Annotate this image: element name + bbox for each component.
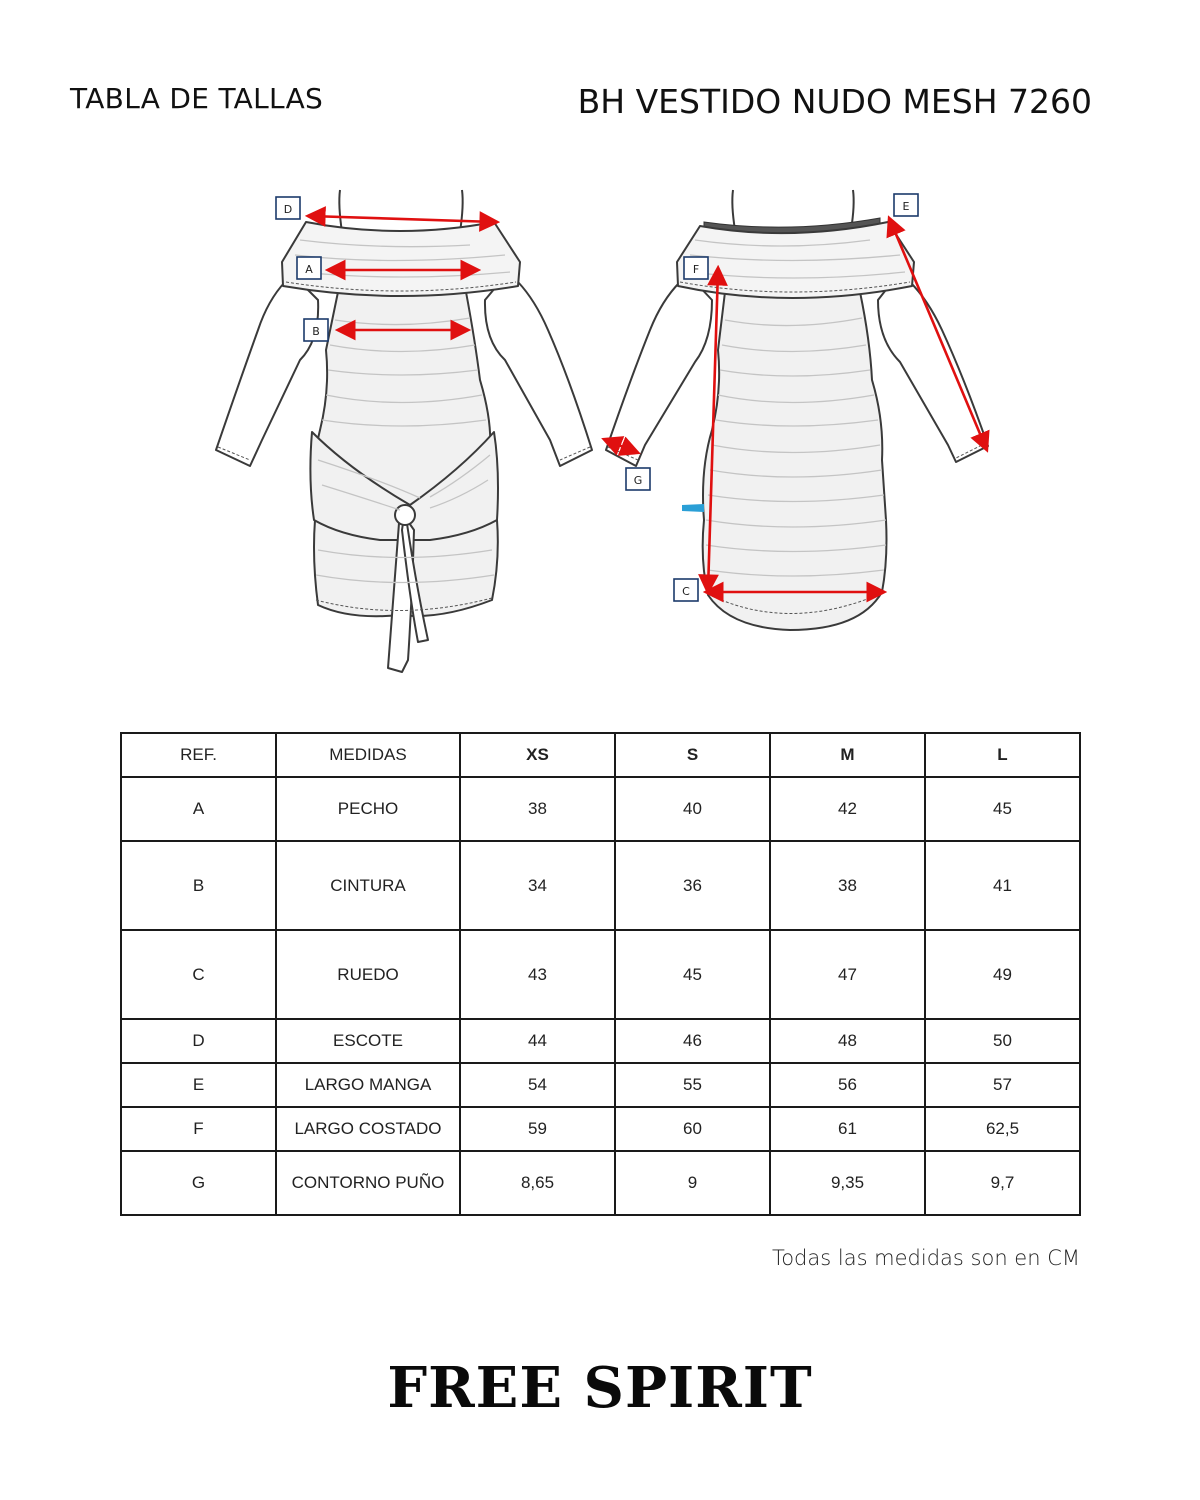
svg-text:G: G xyxy=(633,474,643,487)
label-tag-e xyxy=(894,194,918,216)
cell-ref: F xyxy=(121,1107,276,1151)
measure-arrow-d xyxy=(310,216,495,222)
table-row xyxy=(121,1151,1080,1215)
label-tag-c xyxy=(674,579,698,601)
product-name: BH VESTIDO NUDO MESH 7260 xyxy=(577,82,1092,121)
cell-ref: C xyxy=(121,930,276,1019)
cell-ref: D xyxy=(121,1019,276,1063)
cell-xs: 34 xyxy=(460,841,615,930)
cell-l: 45 xyxy=(925,777,1080,841)
cell-m: 38 xyxy=(770,841,925,930)
cell-medida: LARGO MANGA xyxy=(276,1063,460,1107)
header-size-s: S xyxy=(615,733,770,777)
cell-xs: 54 xyxy=(460,1063,615,1107)
cell-s: 45 xyxy=(615,930,770,1019)
table-header-row xyxy=(121,733,1080,777)
cell-m: 9,35 xyxy=(770,1151,925,1215)
label-tag-b xyxy=(304,319,328,341)
cell-xs: 44 xyxy=(460,1019,615,1063)
cell-s: 55 xyxy=(615,1063,770,1107)
cell-ref: E xyxy=(121,1063,276,1107)
header-ref: REF. xyxy=(121,733,276,777)
table-row xyxy=(121,777,1080,841)
cell-xs: 38 xyxy=(460,777,615,841)
cell-medida: PECHO xyxy=(276,777,460,841)
table-row xyxy=(121,930,1080,1019)
cell-m: 47 xyxy=(770,930,925,1019)
cell-s: 46 xyxy=(615,1019,770,1063)
table-row xyxy=(121,1063,1080,1107)
cell-s: 9 xyxy=(615,1151,770,1215)
cell-s: 36 xyxy=(615,841,770,930)
cell-l: 57 xyxy=(925,1063,1080,1107)
cell-m: 48 xyxy=(770,1019,925,1063)
cell-m: 61 xyxy=(770,1107,925,1151)
svg-text:C: C xyxy=(682,585,690,598)
cell-l: 9,7 xyxy=(925,1151,1080,1215)
header-size-xs: XS xyxy=(460,733,615,777)
garment-diagram xyxy=(0,170,1200,690)
cell-xs: 59 xyxy=(460,1107,615,1151)
cell-l: 41 xyxy=(925,841,1080,930)
cell-medida: CONTORNO PUÑO xyxy=(276,1151,460,1215)
cell-m: 56 xyxy=(770,1063,925,1107)
table-row xyxy=(121,1019,1080,1063)
front-view-drawing xyxy=(216,190,592,672)
cell-l: 50 xyxy=(925,1019,1080,1063)
cell-xs: 8,65 xyxy=(460,1151,615,1215)
cell-ref: A xyxy=(121,777,276,841)
table-row xyxy=(121,1107,1080,1151)
label-tag-f xyxy=(684,257,708,279)
cell-xs: 43 xyxy=(460,930,615,1019)
svg-text:D: D xyxy=(283,203,293,216)
cell-m: 42 xyxy=(770,777,925,841)
svg-text:F: F xyxy=(692,263,700,276)
cell-medida: ESCOTE xyxy=(276,1019,460,1063)
cell-l: 62,5 xyxy=(925,1107,1080,1151)
svg-text:A: A xyxy=(305,263,313,276)
cell-ref: G xyxy=(121,1151,276,1215)
units-note: Todas las medidas son en CM xyxy=(771,1246,1080,1270)
header-size-m: M xyxy=(770,733,925,777)
cell-medida: CINTURA xyxy=(276,841,460,930)
cell-s: 40 xyxy=(615,777,770,841)
svg-text:E: E xyxy=(902,200,910,213)
svg-text:B: B xyxy=(312,325,320,338)
cell-medida: LARGO COSTADO xyxy=(276,1107,460,1151)
cell-s: 60 xyxy=(615,1107,770,1151)
header-size-l: L xyxy=(925,733,1080,777)
label-tag-g xyxy=(626,468,650,490)
cell-l: 49 xyxy=(925,930,1080,1019)
cell-medida: RUEDO xyxy=(276,930,460,1019)
header-medidas: MEDIDAS xyxy=(276,733,460,777)
brand-logo: FREE SPIRIT xyxy=(387,1355,813,1421)
document-title: TABLA DE TALLAS xyxy=(70,82,324,115)
label-tag-d xyxy=(276,197,300,219)
cell-ref: B xyxy=(121,841,276,930)
back-view-drawing xyxy=(606,190,988,630)
size-table xyxy=(120,732,1081,1216)
label-tag-a xyxy=(297,257,321,279)
table-row xyxy=(121,841,1080,930)
